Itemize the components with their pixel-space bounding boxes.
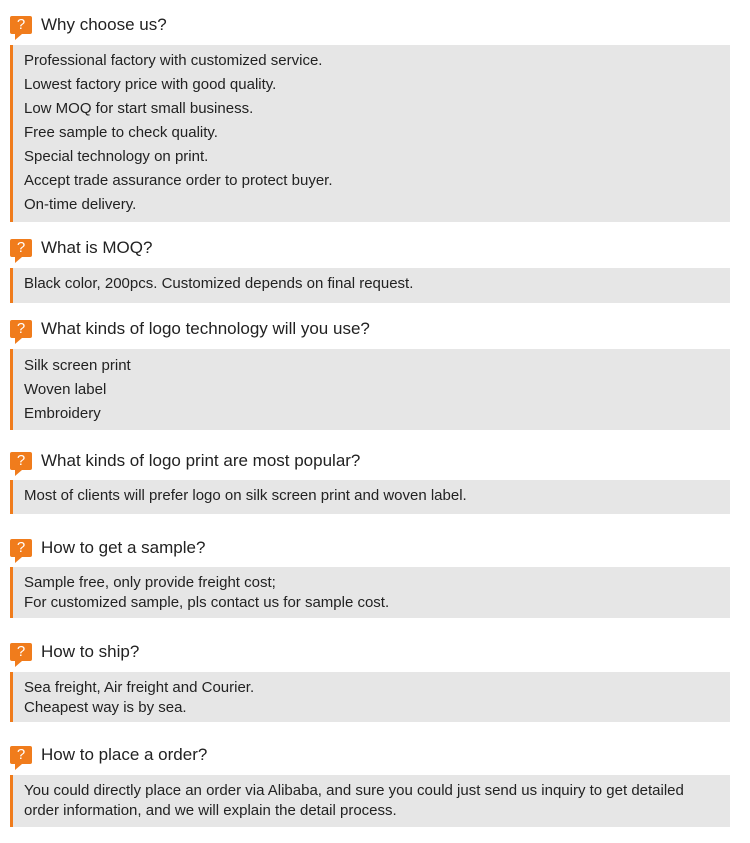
faq-question-5 bbox=[10, 536, 205, 560]
answer-line: For customized sample, pls contact us for sample cost. bbox=[24, 594, 390, 611]
question-icon: ? bbox=[10, 643, 32, 661]
faq-answer-5 bbox=[10, 567, 730, 618]
question-icon: ? bbox=[10, 320, 32, 338]
question-text: How to place a order? bbox=[41, 745, 208, 764]
answer-line: Sea freight, Air freight and Courier. bbox=[24, 679, 255, 696]
answer-line: Cheapest way is by sea. bbox=[24, 699, 187, 716]
answer-line: Silk screen print bbox=[24, 357, 131, 374]
faq-question-6 bbox=[10, 640, 139, 664]
faq-question-7 bbox=[10, 743, 207, 767]
answer-line: You could directly place an order via Alibaba, and sure you could just send us inquiry to get detailed bbox=[24, 782, 684, 799]
answer-line: Free sample to check quality. bbox=[24, 124, 218, 141]
answer-line: Most of clients will prefer logo on silk screen print and woven label. bbox=[24, 487, 467, 504]
question-icon: ? bbox=[10, 239, 32, 257]
question-icon: ? bbox=[10, 16, 32, 34]
answer-line: Black color, 200pcs. Customized depends on final request. bbox=[24, 275, 414, 292]
answer-line: order information, and we will explain the detail process. bbox=[24, 802, 397, 819]
question-text: How to get a sample? bbox=[41, 538, 206, 557]
answer-line: On-time delivery. bbox=[24, 196, 137, 213]
question-icon: ? bbox=[10, 746, 32, 764]
question-text: What kinds of logo print are most popular? bbox=[41, 451, 361, 470]
question-text: How to ship? bbox=[41, 642, 140, 661]
faq-question-4 bbox=[10, 449, 360, 473]
answer-line: Embroidery bbox=[24, 405, 101, 422]
answer-line: Special technology on print. bbox=[24, 148, 209, 165]
faq-question-3 bbox=[10, 317, 370, 341]
faq-answer-1 bbox=[10, 45, 730, 222]
answer-line: Lowest factory price with good quality. bbox=[24, 76, 277, 93]
faq-answer-7 bbox=[10, 775, 730, 827]
question-icon: ? bbox=[10, 452, 32, 470]
answer-line: Woven label bbox=[24, 381, 107, 398]
question-text: What kinds of logo technology will you use? bbox=[41, 319, 370, 338]
faq-answer-2 bbox=[10, 268, 730, 303]
answer-line: Sample free, only provide freight cost; bbox=[24, 574, 276, 591]
question-icon: ? bbox=[10, 539, 32, 557]
faq-answer-3 bbox=[10, 349, 730, 430]
faq-answer-6 bbox=[10, 672, 730, 722]
answer-line: Professional factory with customized service. bbox=[24, 52, 323, 69]
answer-line: Low MOQ for start small business. bbox=[24, 100, 254, 117]
answer-line: Accept trade assurance order to protect buyer. bbox=[24, 172, 333, 189]
question-text: What is MOQ? bbox=[41, 238, 153, 257]
faq-question-2 bbox=[10, 236, 152, 260]
faq-question-1 bbox=[10, 13, 167, 37]
faq-answer-4 bbox=[10, 480, 730, 514]
question-text: Why choose us? bbox=[41, 15, 167, 34]
